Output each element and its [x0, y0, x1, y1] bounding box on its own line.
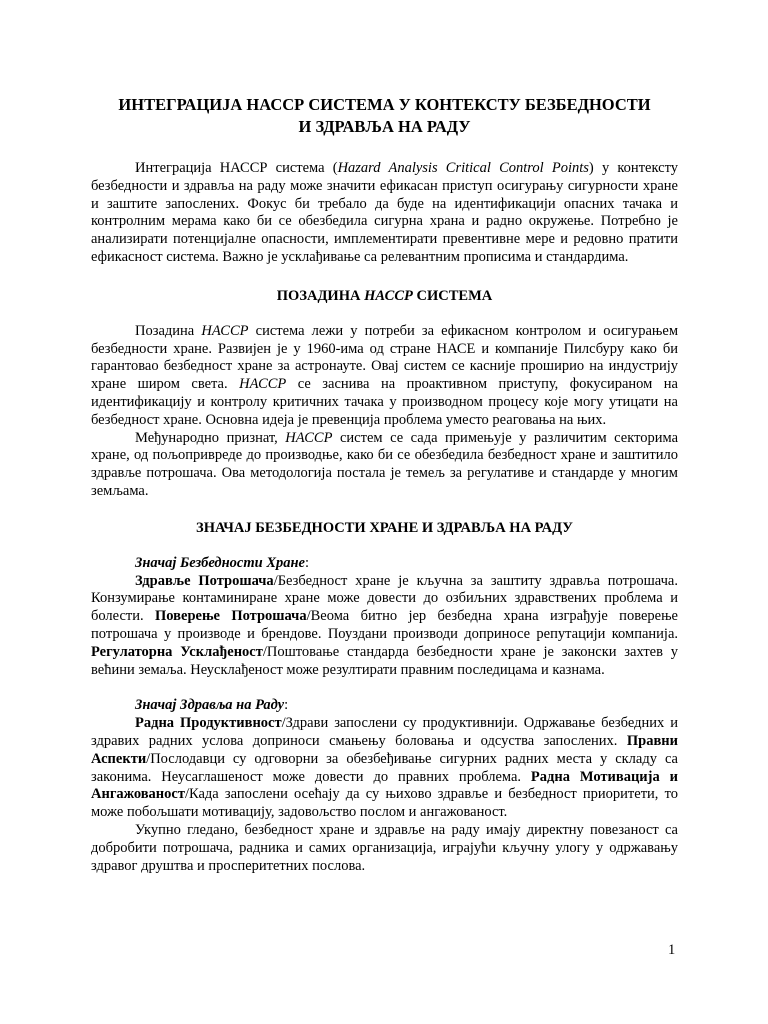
term-consumer-trust: Поверење Потрошача	[155, 608, 307, 625]
term-work-productivity: Радна Продуктивност	[135, 715, 282, 732]
subheading-workplace-health: Значај Здравља на Раду:	[135, 697, 289, 714]
section-heading-background: ПОЗАДИНА НАССР СИСТЕМА	[276, 287, 493, 304]
section-heading-importance: ЗНАЧАЈ БЕЗБЕДНОСТИ ХРАНЕ И ЗДРАВЉА НА РАДУ	[196, 519, 573, 536]
page-content	[91, 94, 678, 875]
intro-term-italic: Hazard Analysis Critical Control Points	[337, 160, 589, 176]
intro-paragraph: Интеграција НАССР система (Hazard Analysis Critical Control Points) у контексту безбедности и здравља на раду може значити ефикасан приступ осигурању сигурности хране и заштите запослених. Фокус би требало да буде на идентификацији опасних тачака и контролним мерама како би се обезбедила сигурна храна и радно окружење. Потребно је анализирати потенцијалне опасности, имплементирати превентивне мере и редовно пратити ефикасност система. Важно је усклађивање са релевантним прописима и стандардима.	[91, 160, 678, 265]
subheading-food-safety: Значај Безбедности Хране:	[135, 554, 310, 571]
page-number: 1	[668, 942, 676, 958]
term-regulatory-compliance: Регулаторна Усклађеност	[91, 643, 263, 660]
background-paragraph-1: Позадина НАССР система лежи у потреби за ефикасном контролом и осигурањем безбедности хране. Развијен је у 1960-има од стране НАСЕ и компаније Пилсбуру како би гарантовао безбедност хране за астронауте. Овај систем се касније проширио на индустрију хране широм света. НАССР се заснива на проактивном приступу, фокусираном на идентификацију и контролу критичних тачака у производном процесу које могу утицати на безбедност хране. Основна идеја је превенција проблема уместо реаговања на њих.	[91, 322, 678, 428]
term-legal-aspects: Правни Аспекти	[91, 732, 678, 767]
term-work-motivation: Радна Мотивација и Ангажованост	[91, 768, 678, 803]
document-title	[91, 94, 678, 138]
title-line-2: И ЗДРАВЉА НА РАДУ	[298, 117, 471, 136]
food-safety-paragraph: Здравље Потрошача/Безбедност хране је кључна за заштиту здравља потрошача. Конзумирање контаминиране хране може довести до озбиљних здравствених проблема и болести. Поверење Потрошача/Веома битно јер безбедна храна изграђује поверење потрошача у производе и брендове. Поуздани производи доприносе репутацији компанија. Регулаторна Усклађеност/Поштовање стандарда безбедности хране је законски захтев у већини земаља. Неусклађеност може резултирати правним последицама и казнама.	[91, 572, 678, 678]
term-consumer-health: Здравље Потрошача	[135, 572, 274, 589]
background-paragraph-2: Међународно признат, НАССР систем се сада примењује у различитим секторима хране, од пољопривреде до производње, како би се обезбедила безбедност хране и заштитило здравље потрошача. Ова методологија постала је темељ за регулативе и стандарде у многим земљама.	[91, 429, 679, 499]
workplace-health-paragraph: Радна Продуктивност/Здрави запослени су продуктивнији. Одржавање безбедних и здравих радних услова доприноси смањењу боловања и одсуства запослених. Правни Аспекти/Послодавци су одговорни за обезбеђивање сигурних радних места у складу са законима. Неусаглашеност може довести до правних проблема. Радна Мотивација и Ангажованост/Када запослени осећају да су њихово здравље и безбедност приоритети, то може побољшати мотивацију, задовољство послом и ангажованост.	[91, 715, 678, 821]
conclusion-paragraph: Укупно гледано, безбедност хране и здравље на раду имају директну повезаност са добробити потрошача, радника и самих организација, играјући кључну улогу у одржавању здравог друштва и просперитетних послова.	[91, 821, 678, 874]
title-line-1: ИНТЕГРАЦИЈА НАССР СИСТЕМА У КОНТЕКСТУ БЕЗБЕДНОСТИ	[118, 95, 651, 114]
